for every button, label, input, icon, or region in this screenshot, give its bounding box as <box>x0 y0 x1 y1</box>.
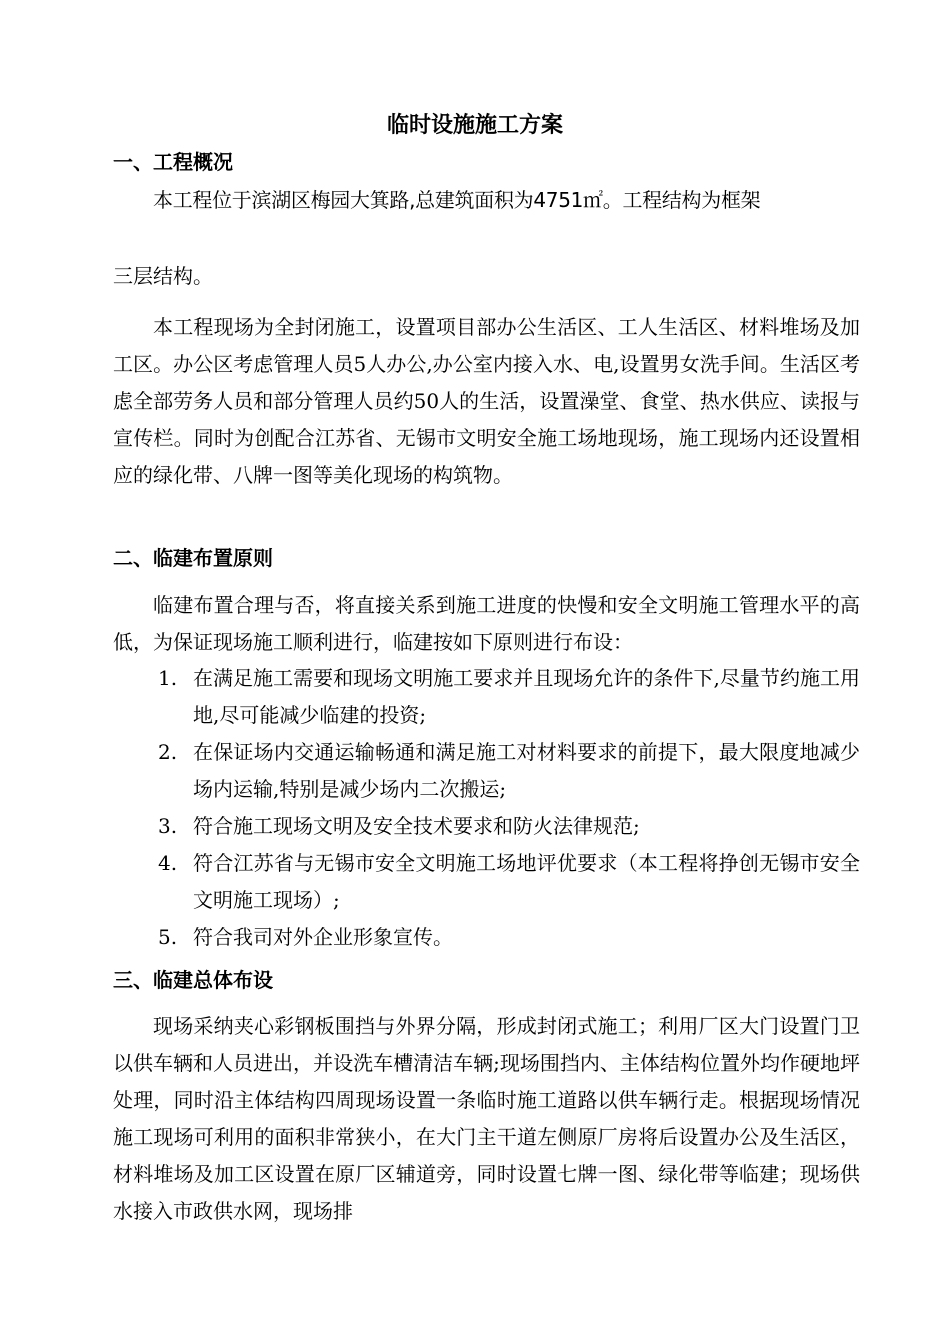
site-description-paragraph: 本工程现场为全封闭施工，设置项目部办公生活区、工人生活区、材料堆场及加工区。办公区考虑管理人员5人办公,办公室内接入水、电,设置男女洗手间。生活区考虑全部劳务人员和部分管理人员约50人的生活，设置澡堂、食堂、热水供应、读报与宣传栏。同时为创配合江苏省、无锡市文明安全施工场地现场，施工现场内还设置相应的绿化带、八牌一图等美化现场的构筑物。 <box>113 315 860 487</box>
list-item-text: 符合施工现场文明及安全技术要求和防火法律规范; <box>193 814 640 838</box>
overview-line-2: 三层结构。 <box>113 264 213 288</box>
layout-paragraph: 现场采纳夹心彩钢板围挡与外界分隔，形成封闭式施工；利用厂区大门设置门卫以供车辆和人员进出，并设洗车槽清洁车辆;现场围挡内、主体结构位置外均作硬地坪处理，同时沿主体结构四周现场设置一条临时施工道路以供车辆行走。根据现场情况施工现场可利用的面积非常狭小，在大门主干道左侧原厂房将后设置办公及生活区，材料堆场及加工区设置在原厂区辅道旁，同时设置七牌一图、绿化带等临建；现场供水接入市政供水网，现场排 <box>113 1014 860 1223</box>
list-item-number: 1. <box>158 666 178 690</box>
list-item <box>158 660 860 734</box>
list-item-number: 4. <box>158 851 178 875</box>
section-heading-principles: 二、临建布置原则 <box>113 546 273 570</box>
section-heading-layout: 三、临建总体布设 <box>113 968 273 992</box>
list-item-text: 符合我司对外企业形象宣传。 <box>193 925 453 949</box>
list-item <box>158 845 860 919</box>
list-item-text: 在保证场内交通运输畅通和满足施工对材料要求的前提下，最大限度地减少场内运输,特别是减少场内二次搬运; <box>193 740 860 801</box>
overview-line-1: 本工程位于滨湖区梅园大箕路,总建筑面积为4751㎡。工程结构为框架 <box>153 188 761 212</box>
list-item <box>158 919 860 956</box>
list-item-number: 2. <box>158 740 178 764</box>
document-title: 临时设施施工方案 <box>386 113 563 138</box>
section-heading-overview: 一、工程概况 <box>113 150 233 174</box>
list-item-text: 在满足施工需要和现场文明施工要求并且现场允许的条件下,尽量节约施工用地,尽可能减少临建的投资; <box>193 666 860 727</box>
list-item-number: 5. <box>158 925 178 949</box>
list-item-text: 符合江苏省与无锡市安全文明施工场地评优要求（本工程将挣创无锡市安全文明施工现场）; <box>193 851 860 912</box>
list-item <box>158 734 860 808</box>
principles-list <box>158 660 860 956</box>
list-item <box>158 808 860 845</box>
principles-intro-paragraph: 临建布置合理与否，将直接关系到施工进度的快慢和安全文明施工管理水平的高低，为保证现场施工顺利进行，临建按如下原则进行布设： <box>113 593 860 654</box>
list-item-number: 3. <box>158 814 178 838</box>
